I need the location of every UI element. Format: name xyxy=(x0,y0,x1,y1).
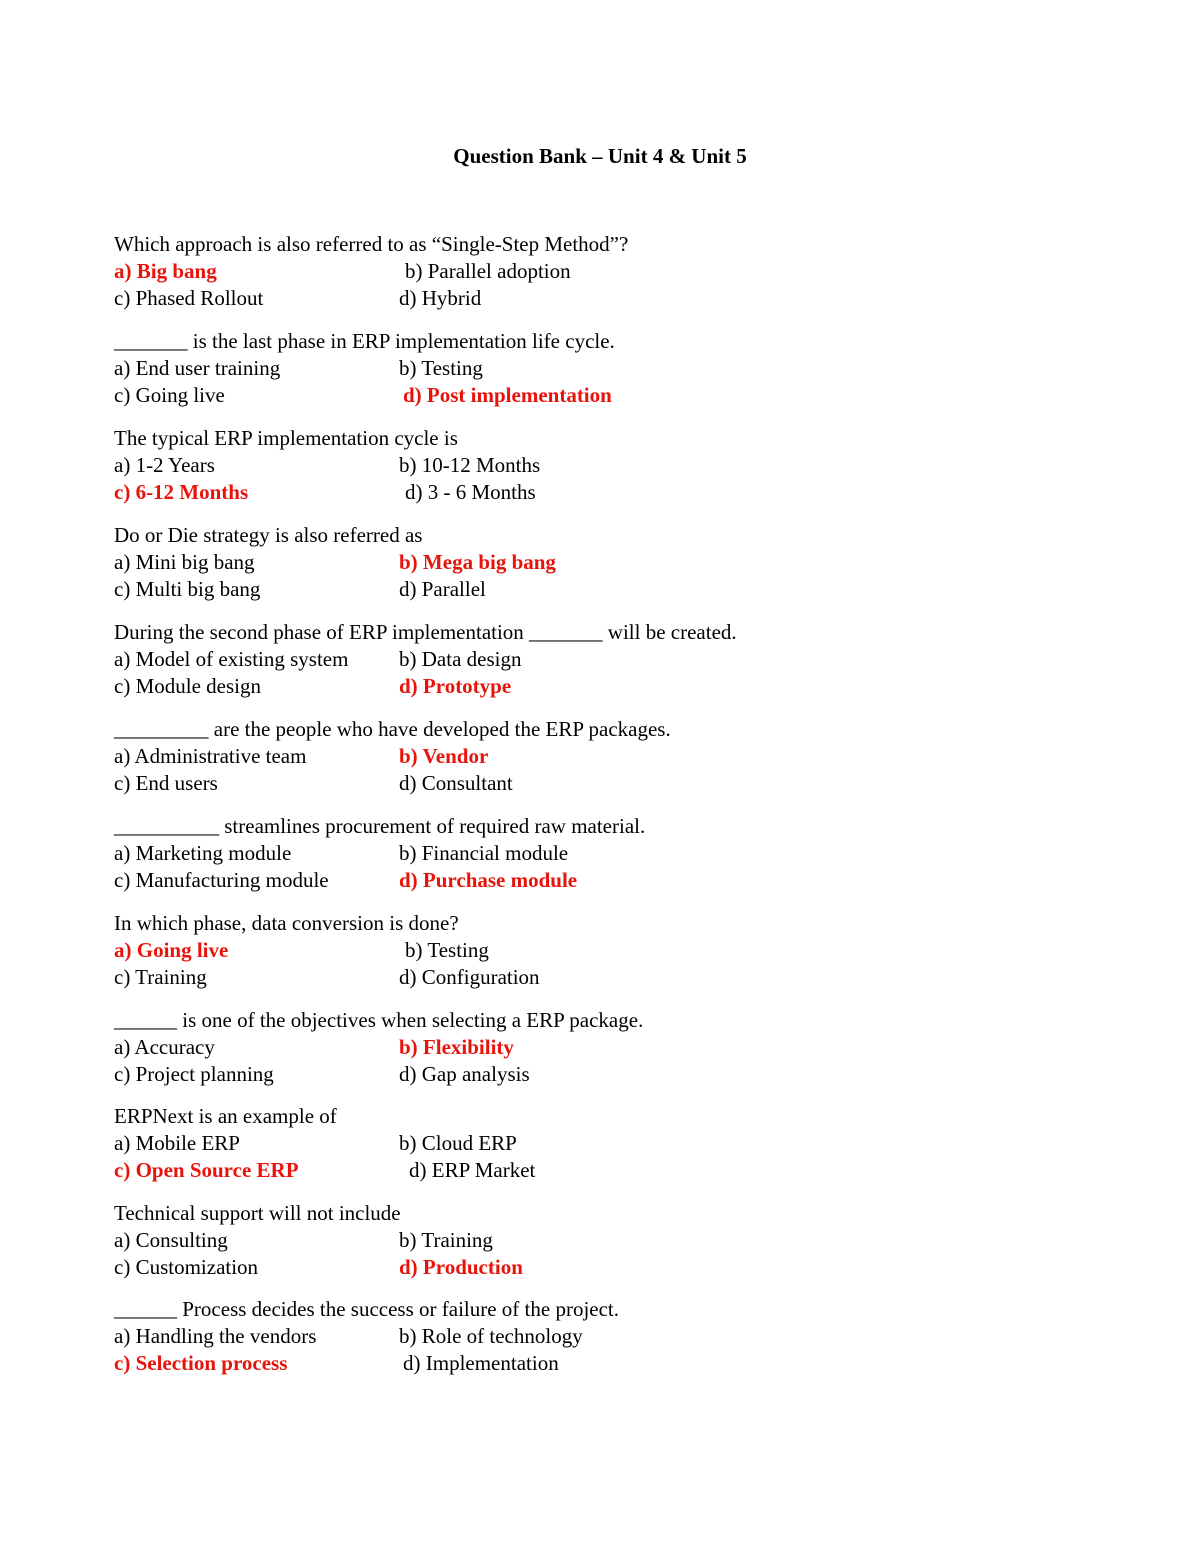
correct-answer-option: d) Post implementation xyxy=(403,383,612,407)
correct-answer-option: a) Going live xyxy=(114,938,229,962)
answer-option: b) Testing xyxy=(399,356,483,380)
answer-option: b) Training xyxy=(399,1228,493,1252)
option-row xyxy=(114,1227,1114,1254)
answer-option: b) Testing xyxy=(405,938,489,962)
correct-answer-option: a) Big bang xyxy=(114,259,217,283)
option-row xyxy=(114,840,1114,867)
answer-option: a) Administrative team xyxy=(114,744,307,768)
question-text: _______ is the last phase in ERP implementation life cycle. xyxy=(114,329,615,353)
option-row xyxy=(114,1323,1114,1350)
answer-option: c) Training xyxy=(114,965,207,989)
question-item xyxy=(114,1296,1114,1377)
option-row xyxy=(114,1157,1114,1184)
answer-option: d) Consultant xyxy=(399,771,513,795)
answer-option: a) Mobile ERP xyxy=(114,1131,240,1155)
option-row xyxy=(114,646,1114,673)
question-text: Technical support will not include xyxy=(114,1201,401,1225)
question-text: __________ streamlines procurement of required raw material. xyxy=(114,814,646,838)
option-row xyxy=(114,743,1114,770)
question-item xyxy=(114,1103,1114,1184)
answer-option: c) Going live xyxy=(114,383,225,407)
correct-answer-option: d) Purchase module xyxy=(399,868,578,892)
option-row xyxy=(114,576,1114,603)
option-row xyxy=(114,285,1114,312)
answer-option: c) Module design xyxy=(114,674,261,698)
answer-option: d) ERP Market xyxy=(409,1158,536,1182)
option-row xyxy=(114,382,1114,409)
option-row xyxy=(114,1350,1114,1377)
correct-answer-option: c) Open Source ERP xyxy=(114,1158,299,1182)
answer-option: d) Implementation xyxy=(403,1351,559,1375)
question-item xyxy=(114,1200,1114,1281)
answer-option: b) Cloud ERP xyxy=(399,1131,517,1155)
option-row xyxy=(114,452,1114,479)
correct-answer-option: b) Flexibility xyxy=(399,1035,514,1059)
option-row xyxy=(114,1130,1114,1157)
option-row xyxy=(114,937,1114,964)
answer-option: d) Hybrid xyxy=(399,286,482,310)
answer-option: c) Project planning xyxy=(114,1062,274,1086)
correct-answer-option: d) Prototype xyxy=(399,674,512,698)
question-item xyxy=(114,619,1114,700)
answer-option: c) Manufacturing module xyxy=(114,868,329,892)
question-item xyxy=(114,328,1114,409)
option-row xyxy=(114,479,1114,506)
answer-option: b) 10-12 Months xyxy=(399,453,541,477)
question-text: Which approach is also referred to as “Single-Step Method”? xyxy=(114,232,629,256)
question-text: The typical ERP implementation cycle is xyxy=(114,426,458,450)
question-text: _________ are the people who have developed the ERP packages. xyxy=(114,717,671,741)
correct-answer-option: b) Mega big bang xyxy=(399,550,556,574)
question-text: Do or Die strategy is also referred as xyxy=(114,523,423,547)
correct-answer-option: c) 6-12 Months xyxy=(114,480,249,504)
answer-option: b) Financial module xyxy=(399,841,569,865)
answer-option: a) Mini big bang xyxy=(114,550,255,574)
answer-option: a) Accuracy xyxy=(114,1035,215,1059)
question-item xyxy=(114,522,1114,603)
answer-option: d) Parallel xyxy=(399,577,486,601)
question-text: ERPNext is an example of xyxy=(114,1104,337,1128)
page-title: Question Bank – Unit 4 & Unit 5 xyxy=(453,144,747,168)
question-item xyxy=(114,716,1114,797)
question-item xyxy=(114,813,1114,894)
answer-option: a) Marketing module xyxy=(114,841,292,865)
question-text: During the second phase of ERP implementation _______ will be created. xyxy=(114,620,737,644)
question-item xyxy=(114,425,1114,506)
answer-option: d) Configuration xyxy=(399,965,540,989)
answer-option: b) Parallel adoption xyxy=(405,259,571,283)
answer-option: a) End user training xyxy=(114,356,281,380)
correct-answer-option: d) Production xyxy=(399,1255,523,1279)
answer-option: c) Multi big bang xyxy=(114,577,261,601)
option-row xyxy=(114,1034,1114,1061)
correct-answer-option: b) Vendor xyxy=(399,744,489,768)
answer-option: c) Customization xyxy=(114,1255,259,1279)
option-row xyxy=(114,1061,1114,1088)
option-row xyxy=(114,964,1114,991)
option-row xyxy=(114,673,1114,700)
question-item xyxy=(114,910,1114,991)
option-row xyxy=(114,549,1114,576)
answer-option: c) End users xyxy=(114,771,218,795)
answer-option: a) Handling the vendors xyxy=(114,1324,317,1348)
option-row xyxy=(114,867,1114,894)
correct-answer-option: c) Selection process xyxy=(114,1351,288,1375)
answer-option: b) Data design xyxy=(399,647,522,671)
option-row xyxy=(114,258,1114,285)
answer-option: d) Gap analysis xyxy=(399,1062,530,1086)
question-text: ______ Process decides the success or failure of the project. xyxy=(114,1297,620,1321)
option-row xyxy=(114,1254,1114,1281)
answer-option: d) 3 - 6 Months xyxy=(405,480,536,504)
answer-option: a) 1-2 Years xyxy=(114,453,215,477)
question-item xyxy=(114,1007,1114,1088)
answer-option: b) Role of technology xyxy=(399,1324,583,1348)
option-row xyxy=(114,770,1114,797)
question-text: ______ is one of the objectives when selecting a ERP package. xyxy=(114,1008,644,1032)
answer-option: a) Consulting xyxy=(114,1228,228,1252)
answer-option: c) Phased Rollout xyxy=(114,286,264,310)
question-item xyxy=(114,231,1114,312)
option-row xyxy=(114,355,1114,382)
question-text: In which phase, data conversion is done? xyxy=(114,911,459,935)
answer-option: a) Model of existing system xyxy=(114,647,349,671)
